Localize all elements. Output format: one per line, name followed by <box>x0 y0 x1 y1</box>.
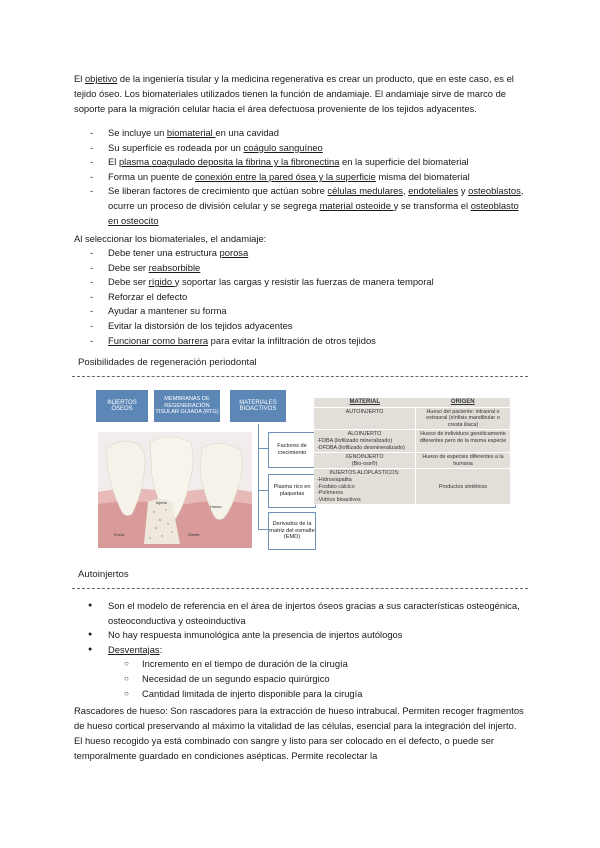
table-header-material: MATERIAL <box>314 398 416 407</box>
section-title-autoinjertos: Autoinjertos <box>78 569 129 580</box>
sub-list-item: ○ Necesidad de un segundo espacio quirúrgico <box>74 672 526 687</box>
connector-tick <box>258 448 268 449</box>
label-diente: Diente <box>188 532 200 537</box>
scaffold-intro: Al seleccionar los biomateriales, el andamiaje: <box>74 233 267 244</box>
list-item: - El plasma coagulado deposita la fibrina y la fibronectina en la superficie del biomaterial <box>74 155 526 170</box>
box-injertos-oseos: INJERTOS ÓSEOS <box>96 390 148 422</box>
connector-tick <box>258 490 268 491</box>
process-list <box>74 126 526 228</box>
sub-list-item: ○ Cantidad limitada de injerto disponible para la cirugía <box>74 687 526 702</box>
list-item: - Debe ser reabsorbible <box>74 261 526 276</box>
list-item: - Ayudar a mantener su forma <box>74 304 526 319</box>
table-header-row <box>314 398 510 407</box>
table-row: ALOINJERTO -FDBA (liofilizado mineralizado) -DFDBA (liofilizado desmineralizado) Hueso de individuos genéticamente diferentes pero de la misma especie <box>314 430 510 453</box>
list-item: ● Son el modelo de referencia en el área de injertos óseos gracias a sus características osteogénica, osteoconductiva y osteoinductiva <box>74 599 526 628</box>
box-factores-crecimiento: Factores de crecimiento <box>268 432 316 468</box>
label-encia: Encía <box>114 532 125 537</box>
intro-objetivo: objetivo <box>84 73 118 84</box>
list-item: - Debe ser rígido y soportar las cargas y resistir las fuerzas de manera temporal <box>74 275 526 290</box>
intro-text-1: El <box>74 73 85 84</box>
list-item: - Debe tener una estructura porosa <box>74 246 526 261</box>
regeneration-figure <box>96 390 318 550</box>
table-row: AUTOINJERTO Hueso del paciente: intraoral o extraoral (sínfisis mandibular o cresta iliaca) <box>314 407 510 430</box>
scaffold-list <box>74 246 526 348</box>
list-item: ● No hay respuesta inmunológica ante la presencia de injertos autólogos <box>74 628 526 643</box>
table-header-origen: ORIGEN <box>416 398 511 407</box>
section-title-regeneracion: Posibilidades de regeneración periodontal <box>78 357 257 368</box>
list-item: - Funcionar como barrera para evitar la infiltración de otros tejidos <box>74 334 526 349</box>
table-row: XENOINJERTO (Bio-oss®) Hueso de especies diferentes a la humana <box>314 453 510 469</box>
intro-text-2: de la ingeniería tisular y la medicina regenerativa es crear un producto, que en este caso, es el tejido óseo. Los biomateriales utilizados tienen la función de andamiaje. El andamiaje sirve de marco de soporte para la migración celular hacia el área defectuosa proveniente de los tejidos adyacentes. <box>74 73 514 114</box>
list-item: - Se incluye un biomaterial en una cavidad <box>74 126 526 141</box>
box-materiales-bioactivos: MATERIALES BIOACTIVOS <box>230 390 286 422</box>
list-item: ● Desventajas: <box>74 643 526 658</box>
list-item: - Evitar la distorsión de los tejidos adyacentes <box>74 319 526 334</box>
label-hueso: Hueso <box>210 504 222 509</box>
list-item: - Su superficie es rodeada por un coágulo sanguíneo <box>74 141 526 156</box>
table-row: INJERTOS ALOPLÁSTICOS: -Hidroxiapatita -Fosfato cálcico -Polímeros -Vidrios bioactivos Productos sintéticos <box>314 469 510 505</box>
list-item: - Se liberan factores de crecimiento que actúan sobre células medulares, endoteliales y osteoblastos, ocurre un proceso de división celular y se segrega material osteoide y se transforma el osteoblasto en osteocito <box>74 184 526 228</box>
list-item: - Reforzar el defecto <box>74 290 526 305</box>
graft-materials-table <box>314 398 510 505</box>
rascadores-paragraph: Rascadores de hueso: Son rascadores para la extracción de hueso intrabucal. Permiten recoger fragmentos de hueso cortical preservando al máximo la vitalidad de las células, esencial para la integración del injerto. El hueso recogido ya está combinado con sangre y listo para ser colocado en el defecto, o puede ser temporalmente guardado en condiciones asépticas. Permite recolectar la <box>74 705 524 761</box>
label-injerto: Injerto <box>156 500 168 505</box>
box-membranas-rtg: MEMBRANAS DE REGENERACIÓN TISULAR GUIADA (RTG) <box>154 390 220 422</box>
sub-list-item: ○ Incremento en el tiempo de duración de la cirugía <box>74 657 526 672</box>
list-item: - Forma un puente de conexión entre la pared ósea y la superficie misma del biomaterial <box>74 170 526 185</box>
box-derivados-matriz: Derivados de la matriz del esmalte (EMD) <box>268 512 316 550</box>
intro-paragraph <box>74 71 526 116</box>
section-divider <box>72 376 528 377</box>
autoinjertos-list <box>74 599 526 701</box>
connector-tick <box>258 529 268 530</box>
teeth-bone-graft-image <box>98 432 252 548</box>
box-plasma-rico: Plasma rico en plaquetas <box>268 474 316 508</box>
section-divider <box>72 588 528 589</box>
